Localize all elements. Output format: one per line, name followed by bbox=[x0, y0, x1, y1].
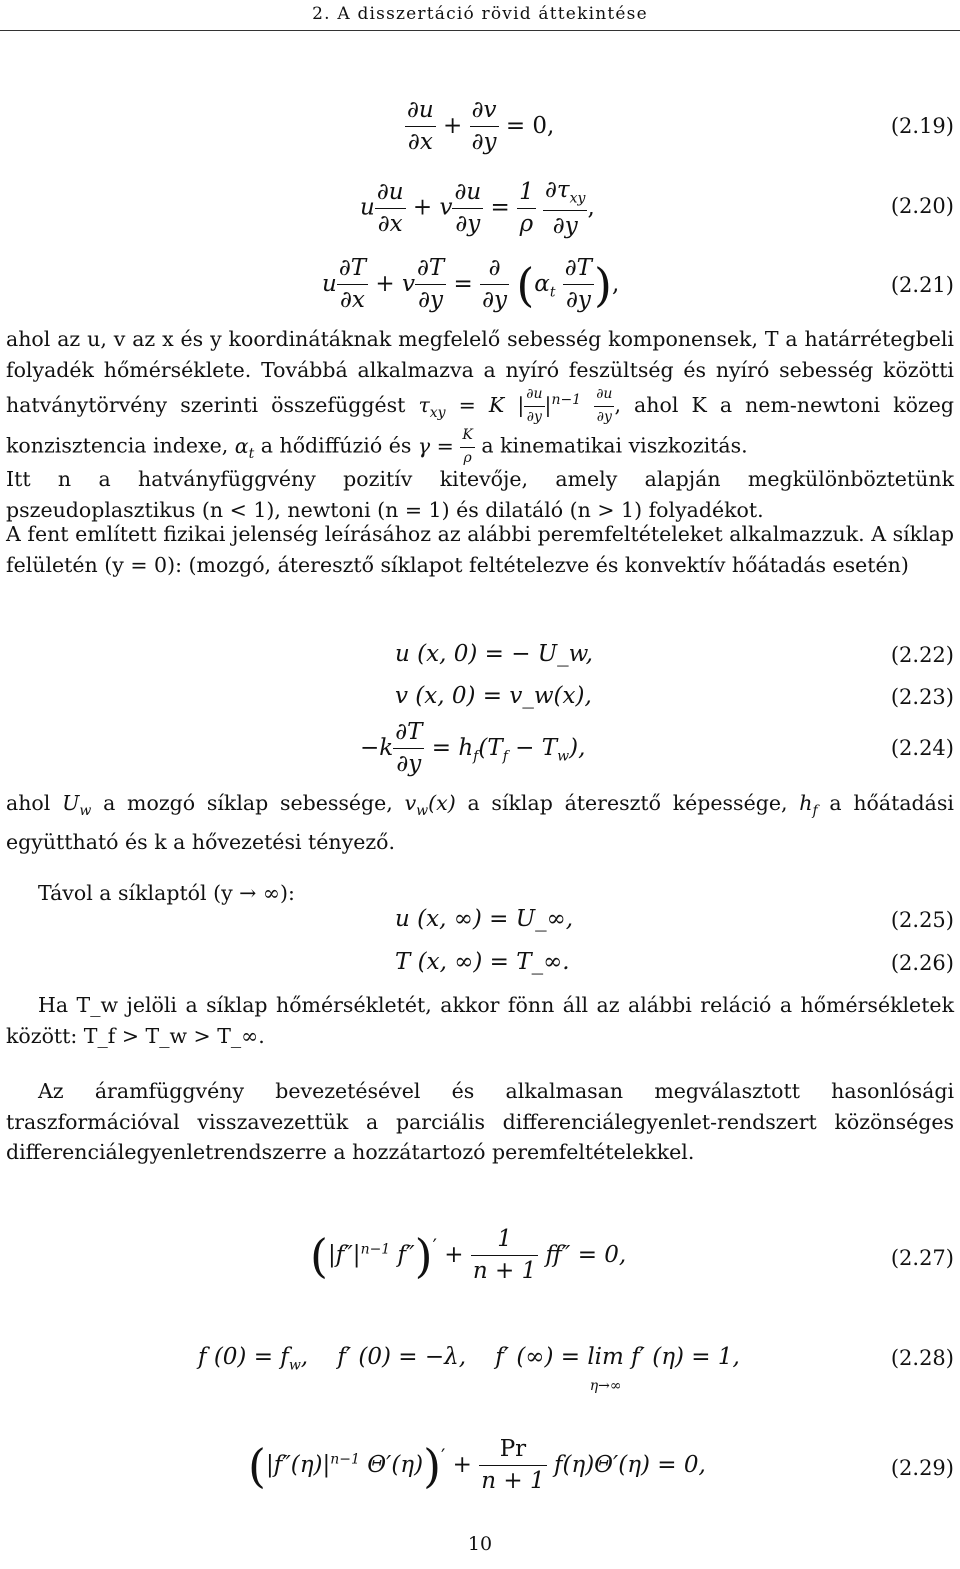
paragraph-text: a mozgó síklap sebessége, bbox=[103, 791, 393, 815]
equation-number: (2.29) bbox=[890, 1456, 954, 1480]
paragraph-text: a kinematikai viszkozitás. bbox=[481, 433, 748, 458]
paragraph-5: Távol a síklaptól (y → ∞): bbox=[38, 881, 295, 905]
equation-2-25: u (x, ∞) = U_∞, bbox=[395, 906, 574, 932]
paragraph-text: a síklap áteresztő képessége, bbox=[467, 791, 788, 815]
equation-2-20: u $\frac{\partial u}{\partial x}$ + v $\frac{\partial u}{\partial y}$ = $\frac{1}{\rho}$ $\frac{\partial\tau_{xy}}{\partial y}$ , bbox=[360, 177, 595, 239]
equation-number: (2.20) bbox=[890, 194, 954, 218]
paragraph-text: ahol bbox=[6, 791, 51, 815]
equation-number: (2.22) bbox=[890, 643, 954, 667]
equation-number: (2.28) bbox=[890, 1346, 954, 1370]
paragraph-2: Itt n a hatványfüggvény pozitív kitevője, amely alapján megkülönböztetünk pszeudoplasztikus (n < 1), newtoni (n = 1) és dilatáló (n > 1) folyadékot. bbox=[6, 467, 954, 522]
equation-number: (2.23) bbox=[890, 685, 954, 709]
equation-number: (2.21) bbox=[890, 273, 954, 297]
equation-2-22: u (x, 0) = − U_w, bbox=[395, 641, 593, 667]
equation-2-28: f $(0) = f_w$, f′ (0) = −λ, f′ (∞) = lim η→∞ f′ (η) = 1, bbox=[198, 1344, 740, 1394]
inline-math: $\tau_{xy} = K$ | $\frac{\partial u}{\partial y}$ $|^{n-1}$ $\frac{\partial u}{\partial y}$ bbox=[418, 386, 613, 425]
inline-math: γ = $\frac{K}{\rho}$ bbox=[417, 427, 473, 466]
paragraph-7: Az áramfüggvény bevezetésével és alkalmasan megválasztott hasonlósági traszformációval visszavezettük a parciális differenciálegyenlet-rendszert közönséges differenciálegyenletrendszerre a hozzátartozó peremfeltételekkel. bbox=[6, 1079, 954, 1164]
equation-number: (2.27) bbox=[890, 1246, 954, 1270]
page-number: 10 bbox=[467, 1533, 493, 1555]
equation-2-26: T (x, ∞) = T_∞. bbox=[395, 949, 570, 975]
paragraph-1 bbox=[6, 324, 954, 469]
equation-number: (2.25) bbox=[890, 908, 954, 932]
paragraph-4: ahol $U_w$ a mozgó síklap sebessége, $v_w(x)$ a síklap áteresztő képessége, $h_f$ a hőátadási együttható és k a hővezetési tényező. bbox=[6, 791, 954, 854]
running-header: 2. A disszertáció rövid áttekintése bbox=[312, 4, 648, 24]
equation-2-27: ($|f''|^{n-1}$ f″)′ + $\frac{1}{n + 1}$ ff″ = 0, bbox=[310, 1226, 627, 1285]
equation-2-23: v (x, 0) = v_w(x), bbox=[395, 683, 592, 709]
inline-math: $\alpha_t$ bbox=[234, 433, 255, 462]
paragraph-6: Ha T_w jelöli a síklap hőmérsékletét, akkor fönn áll az alábbi reláció a hőmérsékletek között: T_f > T_w > T_∞. bbox=[6, 993, 954, 1048]
equation-2-24: −k $\frac{\partial T}{\partial y}$ = $h_f(T_f - T_w)$, bbox=[360, 719, 586, 778]
paragraph-text: a hődiffúzió és bbox=[260, 433, 412, 458]
equation-number: (2.26) bbox=[890, 951, 954, 975]
header-rule bbox=[0, 30, 960, 31]
paragraph-text: ahol az u, v az x és y koordinátáknak megfelelő sebesség komponensek, T a határrétegbeli folyadék hőmérséklete. Továbbá alkalmazva a nyíró feszültség és nyíró sebesség közötti hatványtörvény szerinti összefüggést bbox=[6, 327, 954, 417]
equation-2-19: $\frac{\partial u}{\partial x}$ + $\frac{\partial v}{\partial y}$ = 0, bbox=[407, 97, 555, 156]
paragraph-3: A fent említett fizikai jelenség leírásához az alábbi peremfeltételeket alkalmazzuk. A síklap felületén (y = 0): (mozgó, áteresztő síklapot feltételezve és konvektív hőátadás esetén) bbox=[6, 522, 954, 577]
equation-number: (2.19) bbox=[890, 114, 954, 138]
equation-number: (2.24) bbox=[890, 736, 954, 760]
equation-2-29: ($|f''(\eta)|^{n-1}$ Θ′(η))′ + $\frac{Pr}{n + 1}$ f(η)Θ′(η) = 0, bbox=[248, 1436, 706, 1495]
paragraph-text: a hőátadási együttható és k a hővezetési tényező. bbox=[6, 791, 954, 854]
paragraph-text: , ahol K a nem-newtoni közeg konzisztencia indexe, bbox=[6, 392, 954, 458]
equation-2-21: u $\frac{\partial T}{\partial x}$ + v $\frac{\partial T}{\partial y}$ = $\frac{\partial}{\partial y}$ ($\alpha_t$ $\frac{\partial T}{\partial y}$ ), bbox=[322, 255, 620, 314]
